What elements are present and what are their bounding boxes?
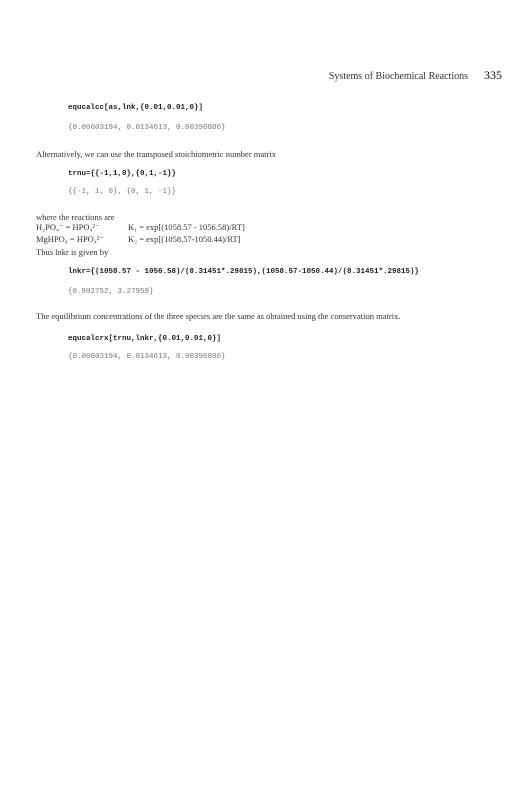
code-output-4: {0.00603194, 0.0134613, 0.00396806} <box>68 353 226 361</box>
paragraph-alternatively: Alternatively, we can use the transposed stoichiometric number matrix <box>36 149 276 159</box>
page-number: 335 <box>484 68 502 82</box>
reaction-1-equation: H₂PO₄⁻ = HPO₄²⁻ <box>36 222 100 232</box>
code-input-lnkr: lnkr={(1058.57 - 1056.58)/(8.31451*.29815),(1058.57-1050.44)/(8.31451*.29815)} <box>68 268 420 276</box>
code-input-equcalcrx: equcalcrx[trnu,lnkr,{0.01,0.01,0}] <box>68 335 222 343</box>
code-input-equcalcc: equcalcc[as,lnk,{0.01,0.01,0}] <box>68 104 204 112</box>
reaction-1-constant: K₁ = exp[(1058.57 - 1056.58)/RT] <box>128 222 245 232</box>
paragraph-equilibrium: The equilibrium concentrations of the three species are the same as obtained using the conservation matrix. <box>36 311 401 321</box>
code-input-trnu: trnu={{-1,1,0},{0,1,-1}} <box>68 170 177 178</box>
paragraph-thus-lnkr: Thus lnkr is given by <box>36 247 109 257</box>
paragraph-where-reactions: where the reactions are <box>36 212 115 222</box>
reaction-2 <box>36 234 241 244</box>
reaction-2-equation: MgHPO₄ = HPO₄²⁻ <box>36 234 104 244</box>
code-output-3: {0.802752, 3.27959} <box>68 288 154 296</box>
code-output-2: {{-1, 1, 0}, {0, 1, -1}} <box>68 188 177 196</box>
running-title: Systems of Biochemical Reactions <box>328 71 468 82</box>
reaction-1 <box>36 222 245 232</box>
code-output-1: {0.00603194, 0.0134613, 0.00396806} <box>68 124 226 132</box>
running-head <box>329 68 502 83</box>
reaction-2-constant: K₂ = exp[(1058.57-1050.44)/RT] <box>128 234 241 244</box>
